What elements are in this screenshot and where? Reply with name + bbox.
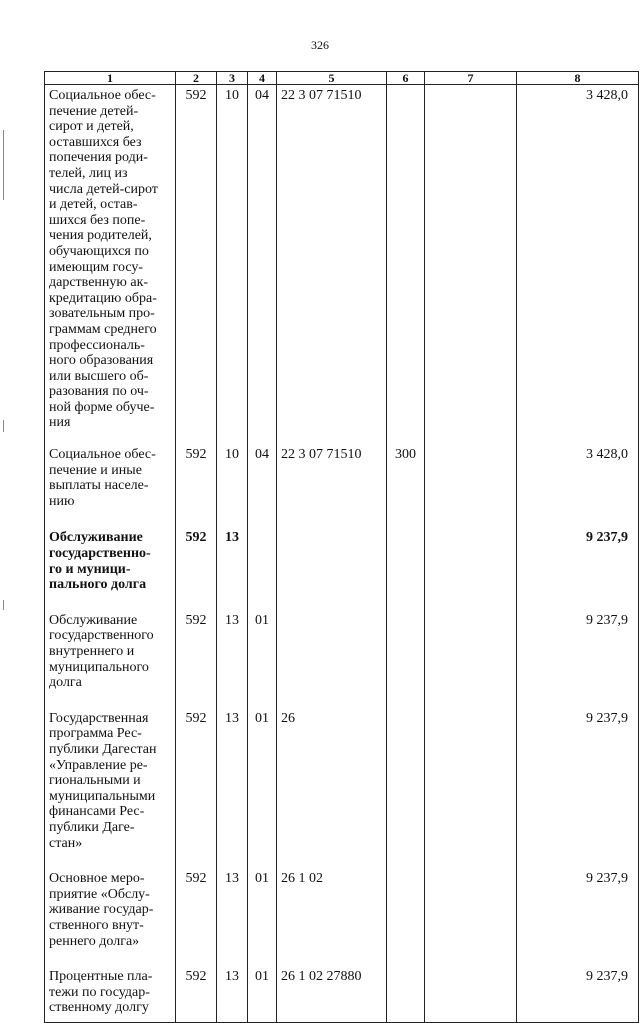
cell-col-3: 13 bbox=[217, 527, 248, 609]
row-name-cell: Государственная программа Рес- публики Дагестан «Управление ре- гиональными и муниципальными финансами Рес- публики Даге- стан» bbox=[45, 708, 176, 868]
column-header: 2 bbox=[176, 72, 217, 85]
header-row bbox=[45, 72, 639, 85]
row-name-cell: Обслуживание государственно- го и муници- пального долга bbox=[45, 527, 176, 609]
column-header: 7 bbox=[425, 72, 517, 85]
cell-col-2: 592 bbox=[176, 610, 217, 708]
row-name-cell: Процентные пла- тежи по государ- ственному долгу bbox=[45, 966, 176, 1022]
cell-col-5: 26 1 02 27880 bbox=[277, 966, 387, 1022]
column-header: 5 bbox=[277, 72, 387, 85]
cell-col-2: 592 bbox=[176, 85, 217, 445]
cell-col-4 bbox=[248, 527, 277, 609]
cell-col-2: 592 bbox=[176, 868, 217, 966]
cell-col-4: 01 bbox=[248, 966, 277, 1022]
cell-col-7 bbox=[425, 708, 517, 868]
page-number: 326 bbox=[311, 38, 329, 52]
cell-col-6: 300 bbox=[387, 444, 425, 527]
scan-mark bbox=[3, 600, 4, 610]
cell-col-7 bbox=[425, 527, 517, 609]
cell-col-6 bbox=[387, 966, 425, 1022]
cell-col-7 bbox=[425, 85, 517, 445]
cell-col-6 bbox=[387, 610, 425, 708]
cell-col-2: 592 bbox=[176, 444, 217, 527]
cell-col-3: 10 bbox=[217, 85, 248, 445]
table-row bbox=[45, 966, 639, 1022]
column-header: 6 bbox=[387, 72, 425, 85]
row-name-cell: Обслуживание государственного внутреннего и муниципального долга bbox=[45, 610, 176, 708]
table-row bbox=[45, 708, 639, 868]
cell-col-8: 9 237,9 bbox=[517, 868, 639, 966]
cell-col-3: 13 bbox=[217, 966, 248, 1022]
cell-col-4: 04 bbox=[248, 85, 277, 445]
cell-col-2: 592 bbox=[176, 708, 217, 868]
scan-mark bbox=[3, 130, 4, 200]
cell-col-8: 3 428,0 bbox=[517, 444, 639, 527]
cell-col-5 bbox=[277, 527, 387, 609]
cell-col-4: 04 bbox=[248, 444, 277, 527]
table-row bbox=[45, 527, 639, 609]
cell-col-7 bbox=[425, 610, 517, 708]
cell-col-4: 01 bbox=[248, 610, 277, 708]
cell-col-3: 13 bbox=[217, 868, 248, 966]
cell-col-8: 9 237,9 bbox=[517, 527, 639, 609]
column-header: 3 bbox=[217, 72, 248, 85]
cell-col-4: 01 bbox=[248, 868, 277, 966]
table-row bbox=[45, 610, 639, 708]
column-header: 1 bbox=[45, 72, 176, 85]
cell-col-5: 22 3 07 71510 bbox=[277, 85, 387, 445]
column-header: 8 bbox=[517, 72, 639, 85]
cell-col-7 bbox=[425, 966, 517, 1022]
cell-col-2: 592 bbox=[176, 527, 217, 609]
cell-col-5 bbox=[277, 610, 387, 708]
row-name-cell: Основное меро- приятие «Обслу- живание государ- ственного внут- реннего долга» bbox=[45, 868, 176, 966]
cell-col-7 bbox=[425, 444, 517, 527]
table-body bbox=[45, 85, 639, 1023]
cell-col-4: 01 bbox=[248, 708, 277, 868]
cell-col-8: 9 237,9 bbox=[517, 708, 639, 868]
scan-mark bbox=[3, 420, 4, 432]
cell-col-3: 13 bbox=[217, 610, 248, 708]
cell-col-6 bbox=[387, 708, 425, 868]
table-row bbox=[45, 868, 639, 966]
cell-col-7 bbox=[425, 868, 517, 966]
row-name-cell: Социальное обес- печение и иные выплаты населе- нию bbox=[45, 444, 176, 527]
cell-col-8: 9 237,9 bbox=[517, 966, 639, 1022]
table-row bbox=[45, 444, 639, 527]
budget-table bbox=[44, 71, 639, 1023]
cell-col-2: 592 bbox=[176, 966, 217, 1022]
cell-col-5: 22 3 07 71510 bbox=[277, 444, 387, 527]
cell-col-6 bbox=[387, 868, 425, 966]
table-row bbox=[45, 85, 639, 445]
cell-col-6 bbox=[387, 527, 425, 609]
column-header: 4 bbox=[248, 72, 277, 85]
cell-col-8: 3 428,0 bbox=[517, 85, 639, 445]
cell-col-5: 26 bbox=[277, 708, 387, 868]
cell-col-6 bbox=[387, 85, 425, 445]
cell-col-8: 9 237,9 bbox=[517, 610, 639, 708]
cell-col-3: 13 bbox=[217, 708, 248, 868]
cell-col-3: 10 bbox=[217, 444, 248, 527]
cell-col-5: 26 1 02 bbox=[277, 868, 387, 966]
row-name-cell: Социальное обес- печение детей- сирот и детей, оставшихся без попечения роди- телей, лиц из числа детей-сирот и детей, остав- шихся без попе- чения родителей, обучающихся по имеющим госу- дарственную ак- кредитацию обра- зовательным про- граммам среднего профессиональ- ного образования или высшего об- разования по оч- ной форме обуче- ния bbox=[45, 85, 176, 445]
